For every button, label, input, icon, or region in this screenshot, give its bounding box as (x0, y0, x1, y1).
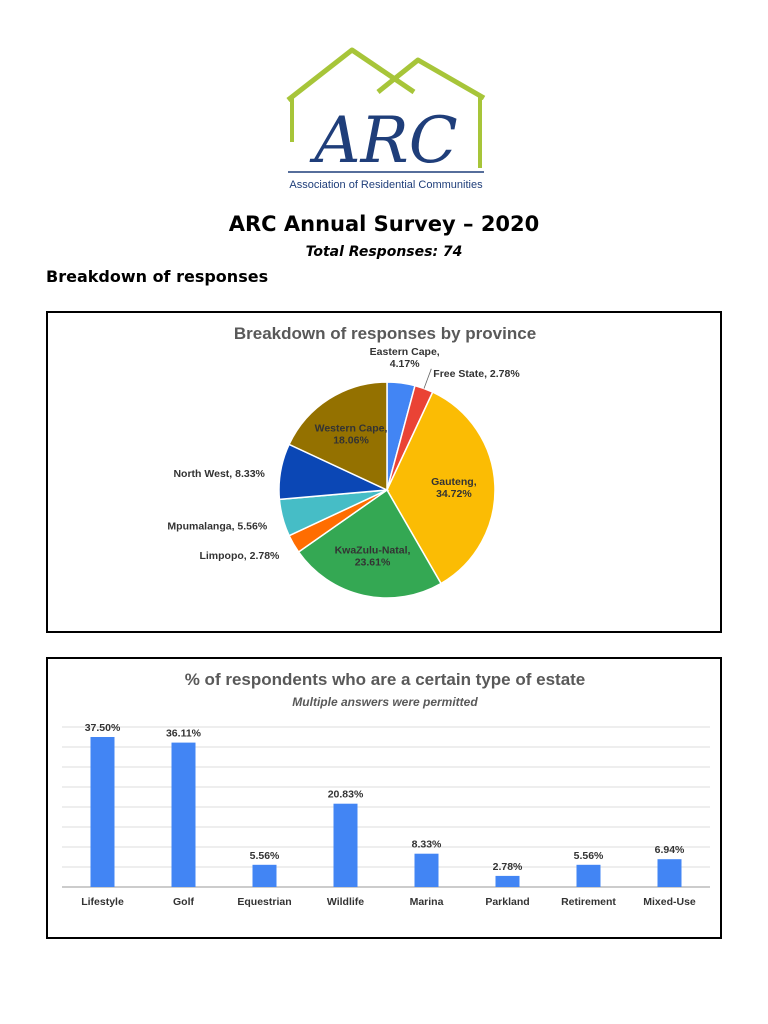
pie-label-line: KwaZulu-Natal, (334, 544, 411, 557)
bar-equestrian (253, 865, 277, 887)
pie-label-line: Mpumalanga, 5.56% (167, 520, 268, 533)
x-tick-mixed-use: Mixed-Use (643, 896, 696, 908)
bar-marina (415, 854, 439, 887)
pie-label-gauteng (431, 476, 477, 500)
pie-label-line: Free State, 2.78% (433, 367, 520, 380)
bar-retirement (577, 865, 601, 887)
x-tick-wildlife: Wildlife (326, 896, 365, 908)
bar-value-equestrian: 5.56% (249, 849, 280, 862)
pie-label-line: North West, 8.33% (173, 467, 265, 480)
bar-chart-panel (46, 657, 722, 939)
pie-chart (48, 313, 720, 631)
bar-value-golf: 36.11% (165, 727, 202, 740)
pie-leader-free-state (424, 369, 431, 389)
x-tick-marina: Marina (409, 896, 444, 908)
pie-label-line: Gauteng, (431, 476, 477, 489)
bar-value-wildlife: 20.83% (327, 788, 364, 801)
logo-wordmark: ARC (314, 104, 458, 178)
bar-lifestyle (91, 737, 115, 887)
pie-label-limpopo (199, 550, 280, 562)
pie-label-line: Western Cape, (314, 422, 388, 435)
document-title: ARC Annual Survey – 2020 (228, 212, 540, 236)
pie-chart-title: Breakdown of responses by province (233, 324, 537, 343)
logo-tagline: Association of Residential Communities (289, 179, 483, 191)
bar-value-lifestyle: 37.50% (84, 722, 121, 734)
x-tick-equestrian: Equestrian (237, 896, 292, 908)
x-tick-parkland: Parkland (485, 896, 530, 908)
bar-value-marina: 8.33% (411, 838, 442, 851)
bar-golf (172, 743, 196, 887)
pie-label-north-west (173, 468, 265, 480)
section-heading: Breakdown of responses (46, 267, 269, 286)
pie-label-line: 4.17% (389, 358, 420, 370)
bar-value-mixed-use: 6.94% (654, 844, 685, 857)
logo-roof-2 (378, 60, 484, 98)
document-subtitle: Total Responses: 74 (305, 244, 463, 260)
bar-chart-title: % of respondents who are a certain type of estate (184, 670, 586, 689)
x-tick-retirement: Retirement (561, 896, 616, 908)
pie-label-line: Eastern Cape, (369, 346, 440, 358)
pie-label-line: 23.61% (354, 556, 391, 569)
x-tick-golf: Golf (173, 896, 194, 908)
bar-wildlife (334, 804, 358, 887)
logo-roof (288, 50, 414, 100)
pie-label-free-state (433, 368, 520, 380)
pie-label-mpumalanga (167, 521, 267, 533)
bar-parkland (496, 876, 520, 887)
bar-value-parkland: 2.78% (492, 860, 523, 873)
bar-chart-subtitle: Multiple answers were permitted (292, 695, 478, 709)
pie-label-line: 18.06% (333, 434, 369, 447)
x-tick-lifestyle: Lifestyle (81, 896, 124, 908)
arc-logo (278, 42, 490, 197)
bar-mixed-use (658, 859, 682, 887)
bar-chart (48, 659, 720, 937)
pie-label-line: Limpopo, 2.78% (199, 550, 280, 562)
pie-chart-panel (46, 311, 722, 633)
pie-label-eastern-cape (370, 346, 440, 370)
bar-value-retirement: 5.56% (573, 849, 604, 862)
pie-label-line: 34.72% (436, 488, 472, 501)
